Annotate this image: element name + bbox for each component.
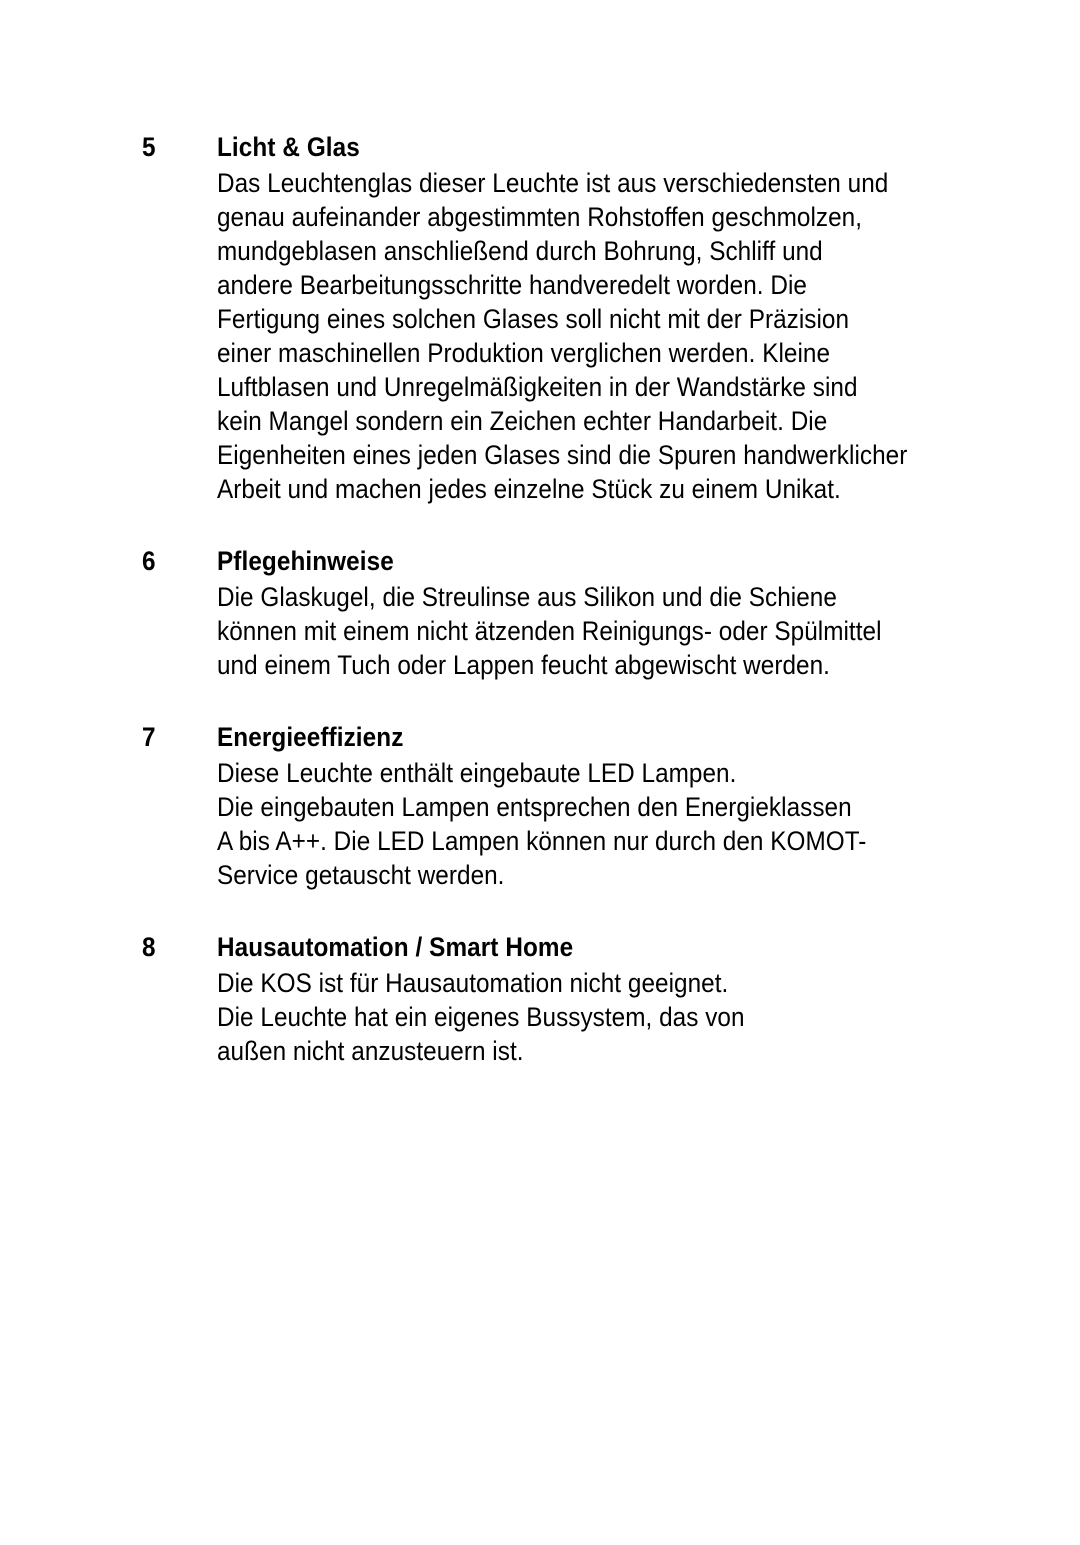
body-line: mundgeblasen anschließend durch Bohrung, Schliff und <box>217 236 823 266</box>
body-line: Fertigung eines solchen Glases soll nicht mit der Präzision <box>217 304 850 334</box>
section-6-title: Pflegehinweise <box>217 546 394 576</box>
section-5-heading <box>142 130 962 164</box>
body-line: einer maschinellen Produktion verglichen werden. Kleine <box>217 338 831 368</box>
section-7-number: 7 <box>142 722 156 752</box>
section-7-body <box>217 756 962 892</box>
section-5-number: 5 <box>142 132 156 162</box>
body-line: Diese Leuchte enthält eingebaute LED Lampen. <box>217 758 737 788</box>
section-7-heading <box>142 720 962 754</box>
body-line: Die Glaskugel, die Streulinse aus Silikon und die Schiene <box>217 582 837 612</box>
body-line: Die Leuchte hat ein eigenes Bussystem, das von <box>217 1002 745 1032</box>
section-7 <box>142 720 962 892</box>
section-6-body <box>217 580 962 682</box>
body-line: außen nicht anzusteuern ist. <box>217 1036 524 1066</box>
body-line: Eigenheiten eines jeden Glases sind die Spuren handwerklicher <box>217 440 908 470</box>
section-5-title: Licht & Glas <box>217 132 360 162</box>
section-5-body <box>217 166 962 506</box>
section-6-heading <box>142 544 962 578</box>
body-line: Das Leuchtenglas dieser Leuchte ist aus verschiedensten und <box>217 168 889 198</box>
section-5 <box>142 130 962 506</box>
section-6-number: 6 <box>142 546 156 576</box>
section-8-number: 8 <box>142 932 156 962</box>
body-line: können mit einem nicht ätzenden Reinigungs- oder Spülmittel <box>217 616 882 646</box>
body-line: genau aufeinander abgestimmten Rohstoffen geschmolzen, <box>217 202 863 232</box>
body-line: Arbeit und machen jedes einzelne Stück zu einem Unikat. <box>217 474 841 504</box>
section-7-title: Energieeffizienz <box>217 722 404 752</box>
body-line: Luftblasen und Unregelmäßigkeiten in der Wandstärke sind <box>217 372 858 402</box>
body-line: Service getauscht werden. <box>217 860 505 890</box>
section-6 <box>142 544 962 682</box>
section-8 <box>142 930 962 1068</box>
body-line: kein Mangel sondern ein Zeichen echter Handarbeit. Die <box>217 406 828 436</box>
section-8-title: Hausautomation / Smart Home <box>217 932 574 962</box>
body-line: Die KOS ist für Hausautomation nicht geeignet. <box>217 968 729 998</box>
section-8-heading <box>142 930 962 964</box>
body-line: A bis A++. Die LED Lampen können nur durch den KOMOT- <box>217 826 867 856</box>
section-8-body <box>217 966 962 1068</box>
body-line: Die eingebauten Lampen entsprechen den Energieklassen <box>217 792 852 822</box>
body-line: und einem Tuch oder Lappen feucht abgewischt werden. <box>217 650 830 680</box>
document-content <box>142 130 962 1068</box>
body-line: andere Bearbeitungsschritte handveredelt worden. Die <box>217 270 807 300</box>
